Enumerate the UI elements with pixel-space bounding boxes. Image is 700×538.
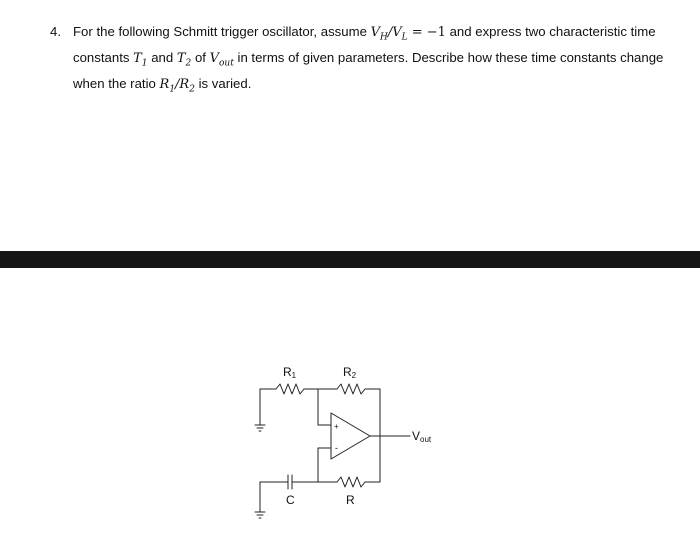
wire-junction-to-plus-input xyxy=(318,389,331,425)
op-amp-minus-sign: - xyxy=(335,443,338,453)
label-vout: Vout xyxy=(412,429,432,444)
math-subscript: 1 xyxy=(141,58,148,69)
label-r: R xyxy=(346,493,355,507)
math-symbol: /V xyxy=(387,25,402,40)
math-value: = −1 xyxy=(407,25,446,40)
label-r2: R2 xyxy=(343,365,357,380)
question-text-part: is varied. xyxy=(194,76,252,92)
question-text-part: in terms of given parameters. Describe how these time constants change when the ratio xyxy=(73,50,664,92)
math-subscript: out xyxy=(219,58,234,69)
label-r1: R1 xyxy=(283,365,297,380)
math-subscript: 2 xyxy=(185,58,192,69)
question-text-part: and xyxy=(147,50,177,66)
op-amp-plus-sign: + xyxy=(334,422,339,431)
resistor-r2 xyxy=(337,384,365,394)
math-symbol: /R xyxy=(175,77,190,93)
math-symbol: T xyxy=(176,51,186,67)
resistor-r xyxy=(337,477,365,487)
wire-r2-to-output xyxy=(365,389,380,436)
math-subscript: L xyxy=(401,32,408,43)
wire-minus-input-to-node xyxy=(318,448,331,482)
question-number: 4. xyxy=(50,24,61,39)
math-subscript: 1 xyxy=(169,84,176,95)
question-text-part: For the following Schmitt trigger oscillator, assume xyxy=(73,24,371,39)
math-symbol: V xyxy=(209,51,219,67)
math-subscript: 2 xyxy=(189,84,195,95)
wire-ground1-to-r1 xyxy=(260,389,276,425)
question-text-part: of xyxy=(191,50,210,66)
question-text-part: and express two characteristic time constants xyxy=(73,24,656,66)
resistor-r1 xyxy=(276,384,304,394)
label-c: C xyxy=(286,493,295,507)
wire-capacitor-to-ground xyxy=(260,482,288,512)
wire-r-to-output xyxy=(365,436,380,482)
math-symbol: V xyxy=(370,25,380,40)
math-subscript: H xyxy=(379,32,388,43)
math-symbol: T xyxy=(133,51,142,67)
math-symbol: R xyxy=(159,77,170,93)
